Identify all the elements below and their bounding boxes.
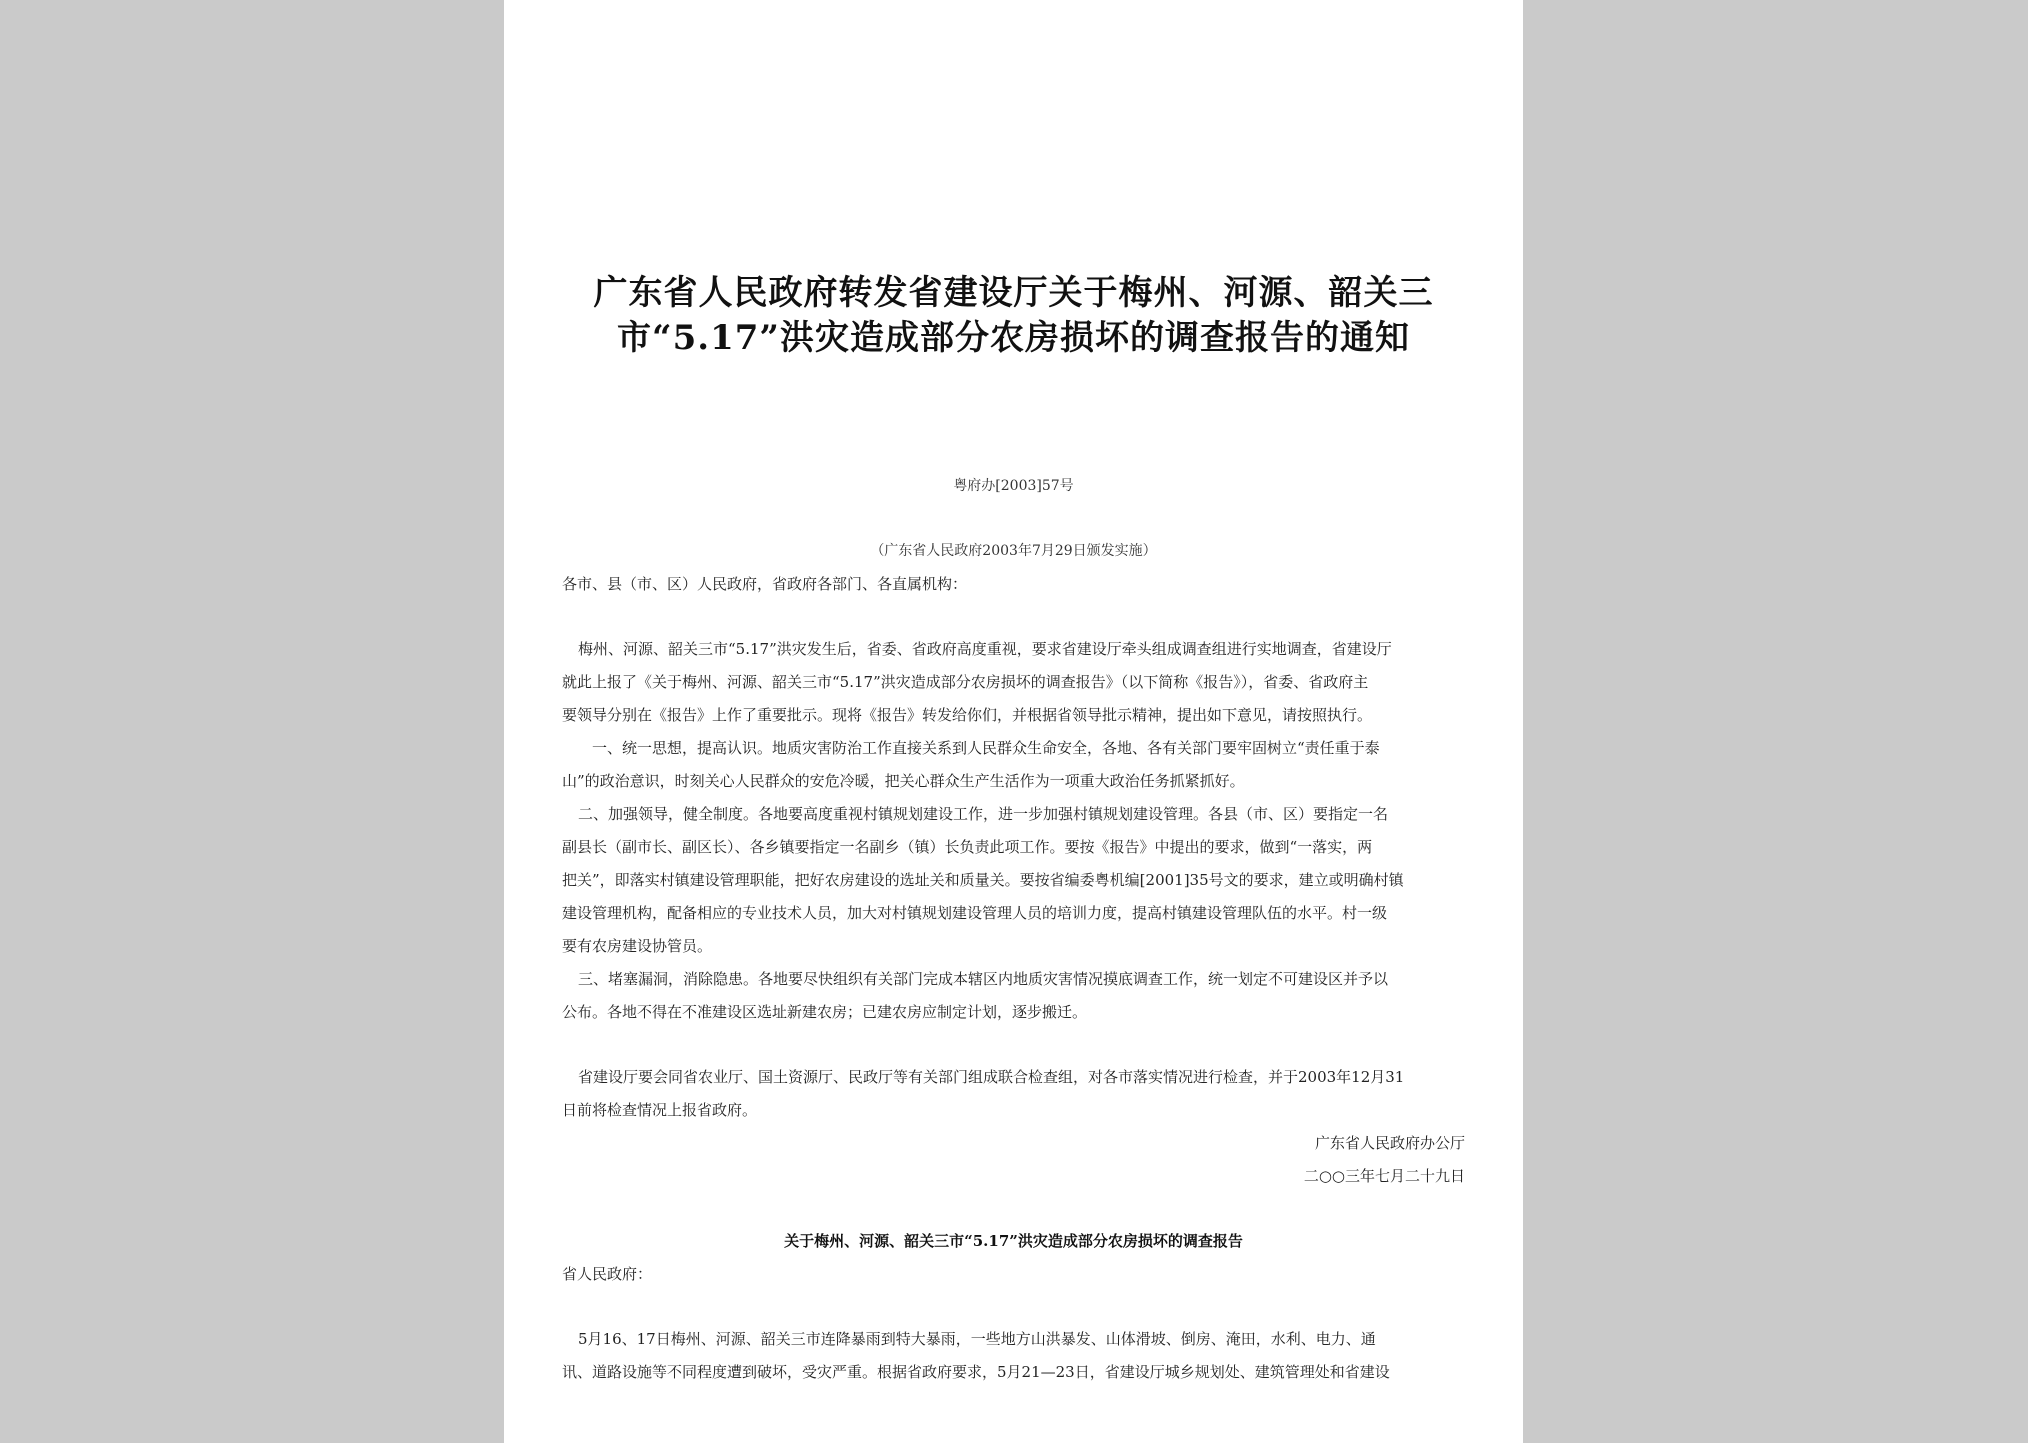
document-number: 粤府办[2003]57号	[953, 478, 1074, 494]
body-line: 省建设厅要会同省农业厅、国土资源厅、民政厅等有关部门组成联合检查组，对各市落实情况进行检查，并于2003年12月31	[578, 1068, 1405, 1086]
signature-org: 广东省人民政府办公厅	[1314, 1134, 1465, 1152]
signature-date: 二○○三年七月二十九日	[1303, 1167, 1465, 1185]
body-line: 梅州、河源、韶关三市“5.17”洪灾发生后，省委、省政府高度重视，要求省建设厅牵头组成调查组进行实地调查，省建设厅	[578, 640, 1392, 658]
body-line: 把关”，即落实村镇建设管理职能，把好农房建设的选址关和质量关。要按省编委粤机编[2001]35号文的要求，建立或明确村镇	[562, 871, 1404, 889]
report-addressee: 省人民政府：	[562, 1265, 653, 1283]
document-title-line-1: 广东省人民政府转发省建设厅关于梅州、河源、韶关三	[593, 273, 1434, 313]
body-line: 公布。各地不得在不准建设区选址新建农房；已建农房应制定计划，逐步搬迁。	[562, 1003, 1088, 1021]
body-line: 山”的政治意识，时刻关心人民群众的安危冷暖，把关心群众生产生活作为一项重大政治任务抓紧抓好。	[562, 772, 1245, 790]
document-title-line-2: 市“5.17”洪灾造成部分农房损坏的调查报告的通知	[617, 318, 1410, 358]
body-line: 要领导分别在《报告》上作了重要批示。现将《报告》转发给你们，并根据省领导批示精神，提出如下意见，请按照执行。	[562, 706, 1373, 724]
body-line: 要有农房建设协管员。	[562, 937, 713, 955]
body-line: 日前将检查情况上报省政府。	[562, 1101, 758, 1119]
body-line: 二、加强领导，健全制度。各地要高度重视村镇规划建设工作，进一步加强村镇规划建设管理。各县（市、区）要指定一名	[578, 805, 1389, 823]
report-title: 关于梅州、河源、韶关三市“5.17”洪灾造成部分农房损坏的调查报告	[784, 1232, 1243, 1250]
body-line: 就此上报了《关于梅州、河源、韶关三市“5.17”洪灾造成部分农房损坏的调查报告》（以下简称《报告》），省委、省政府主	[562, 673, 1369, 691]
body-line: 副县长（副市长、副区长）、各乡镇要指定一名副乡（镇）长负责此项工作。要按《报告》中提出的要求，做到“一落实，两	[562, 838, 1373, 856]
report-body-line: 5月16、17日梅州、河源、韶关三市连降暴雨到特大暴雨，一些地方山洪暴发、山体滑坡、倒房、淹田，水利、电力、通	[578, 1330, 1376, 1348]
body-line: 三、堵塞漏洞，消除隐患。各地要尽快组织有关部门完成本辖区内地质灾害情况摸底调查工作，统一划定不可建设区并予以	[578, 970, 1389, 988]
body-line: 建设管理机构，配备相应的专业技术人员，加大对村镇规划建设管理人员的培训力度，提高村镇建设管理队伍的水平。村一级	[562, 904, 1388, 922]
addressee: 各市、县（市、区）人民政府，省政府各部门、各直属机构：	[562, 575, 968, 593]
document-page	[504, 0, 1523, 1443]
report-body-line: 讯、道路设施等不同程度遭到破坏，受灾严重。根据省政府要求，5月21—23日，省建设厅城乡规划处、建筑管理处和省建设	[562, 1363, 1390, 1381]
body-line: 一、统一思想，提高认识。地质灾害防治工作直接关系到人民群众生命安全，各地、各有关部门要牢固树立“责任重于泰	[592, 739, 1380, 757]
issue-note: （广东省人民政府2003年7月29日颁发实施）	[870, 543, 1157, 559]
